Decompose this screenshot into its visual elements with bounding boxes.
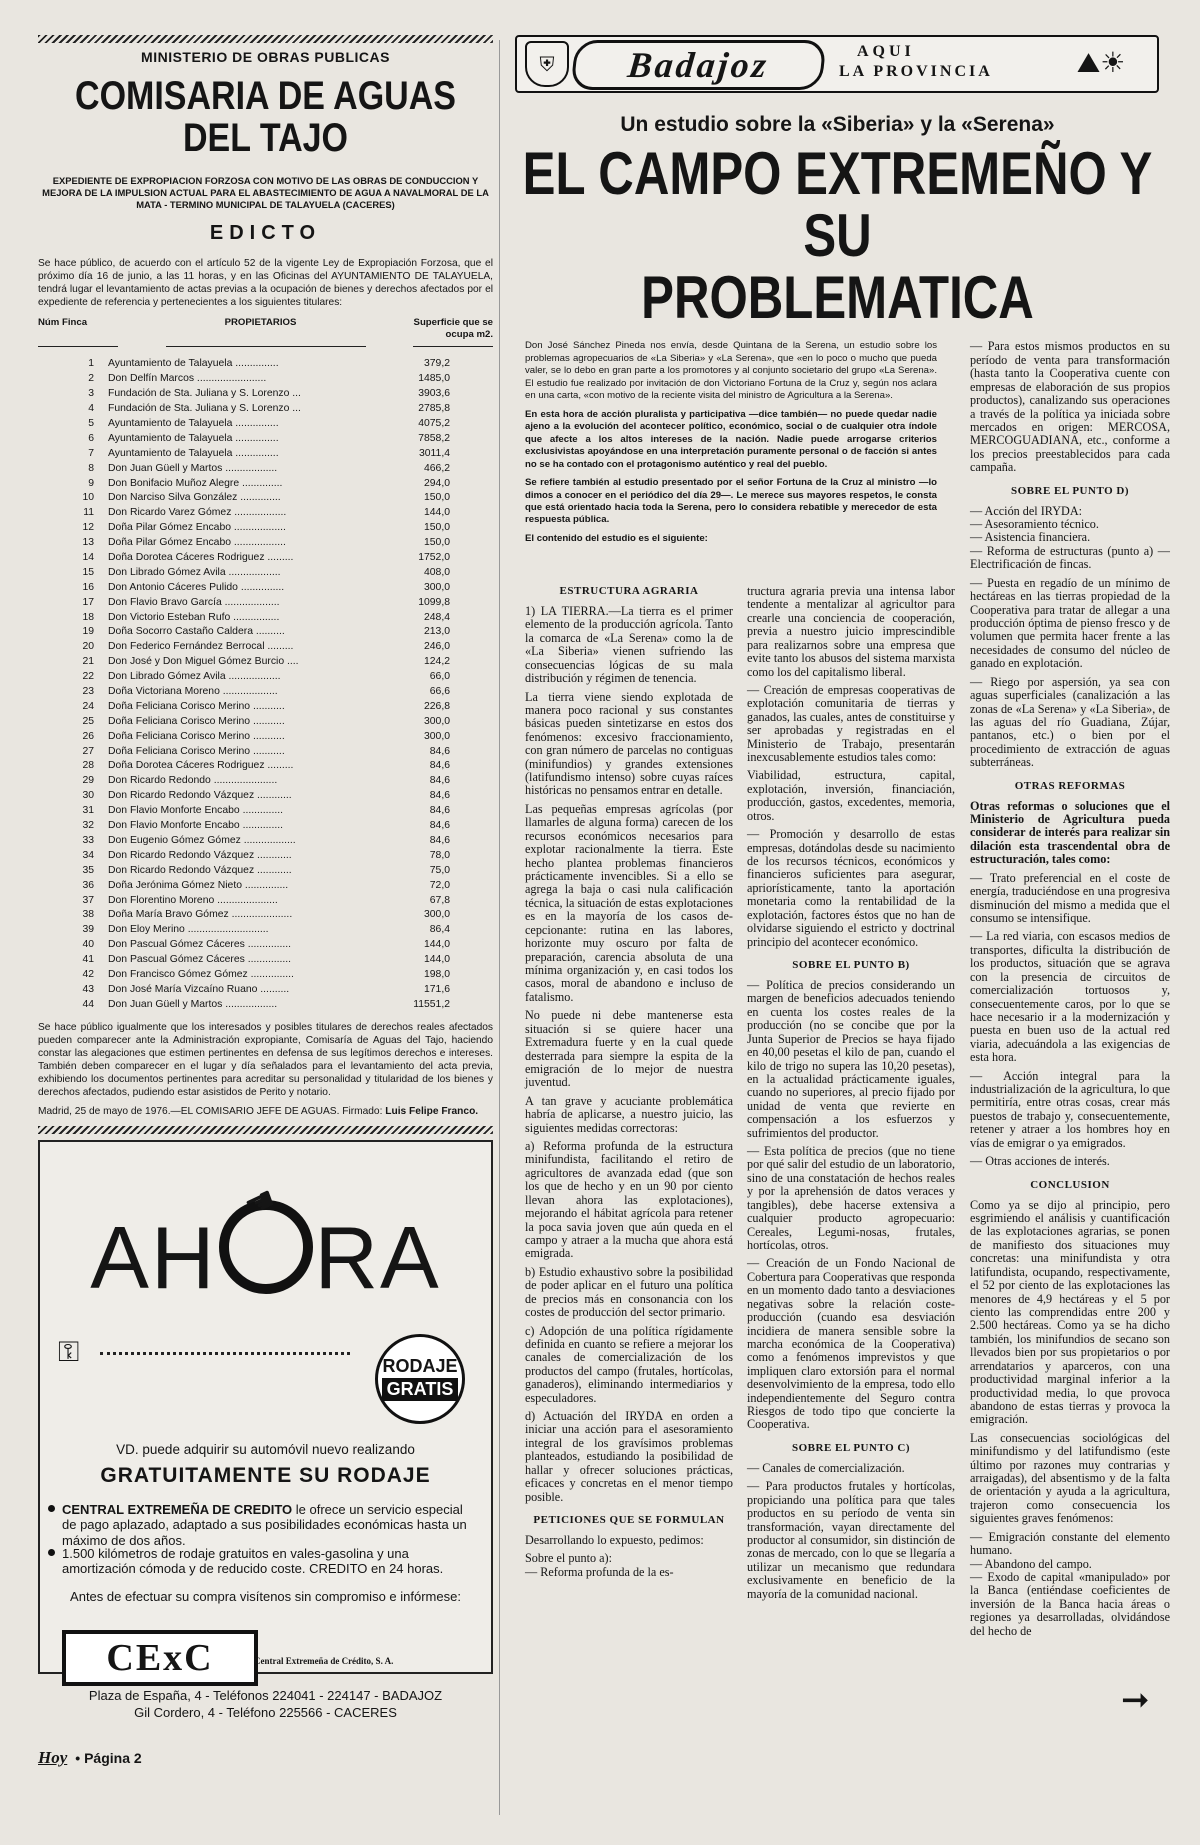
cexc-logo: CExC [62,1630,258,1686]
finca-number: 14 [82,552,94,564]
paragraph: — Puesta en regadío de un mínimo de hectáreas en las tierras propiedad de la Cooperativa para tratar de allegar a una producción óptima de pienso fresco y de volumen que permita hacer frente a las necesidades de consumo del núcleo de ganado en explotación. [970,575,1170,671]
article-column-3 [970,340,1170,1643]
bullet-icon [48,1505,55,1512]
paragraph: Viabilidad, estructura, capital, explotación, inversión, financiación, producción, gastos, excedentes, memoria, otros. [747,768,955,823]
paragraph: — Promoción y desarrollo de estas empresas, dotándolas desde su nacimiento de los recursos técnicos, económicos y financieros suficientes para asegurar, apriorísticamente, tanto la aportación monetaria como la rentabilidad de la explotación, factores éstos que no han de olvidarse siguiendo el estricto y doctrinal principio del acontecer económico. [747,827,955,949]
finca-number: 24 [82,700,94,712]
surface-area: 84,6 [429,834,450,846]
paragraph: — Creación de empresas cooperativas de explotación comunitaria de tierras y ganados, las cuales, antes de constituirse y ser aprobadas y registradas en el Ministerio de Trabajo, presentarán inexcusablemente estudios tales como: [747,682,955,765]
table-row [38,670,493,685]
paragraph: — Política de precios considerando un margen de beneficios adecuados teniendo en cuenta los costes reales de la producción (no se concibe que por la Junta Superior de Precios se haya fijado en 40,00 pesetas el kilo de pan, cuando el kilo de trigo no supera las 10,20 pesetas), en la actualidad prácticamente iguales, cuando no superiores, al precio fijado por unidad de venta que revierte en compensación a los esfuerzos y sufrimientos del productor. [747,977,955,1140]
finca-number: 12 [82,522,94,534]
table-row [38,477,493,492]
finca-number: 35 [82,864,94,876]
owner-name: Don Ricardo Redondo Vázquez ............ [108,790,292,802]
lead-paragraph-3: Se refiere también al estudio presentado por el señor Fortuna de la Cruz al ministro —lo dimos a conocer en el periódico del día 29—. Le merece sus mayores respetos, le consta que está orientado hacia toda la Serena, pero lo considera rebatible y merecedor de esta respuesta pública. [525,477,937,526]
finca-number: 23 [82,686,94,698]
surface-area: 144,0 [423,954,450,966]
table-header [38,317,493,340]
section-heading: ESTRUCTURA AGRARIA [559,585,699,597]
surface-area: 78,0 [429,849,450,861]
notice-signature [38,1105,493,1118]
owner-name: Don Francisco Gómez Gómez ............... [108,968,294,980]
headline-line-1: EL CAMPO EXTREMEÑO Y SU [522,140,1153,269]
surface-area: 84,6 [429,805,450,817]
paragraph: c) Adopción de una política rígidamente definida en cuanto se refiere a mejorar los canales de comercialización de los productos del campo (frutales, hortícolas, ganaderos), eliminando intermediarios y especuladores. [525,1323,733,1405]
edicto-heading: EDICTO [209,222,322,245]
paragraph: — Emigración constante del elemento humano. [970,1529,1170,1558]
paragraph: — Asesoramiento técnico. [970,517,1099,532]
owner-name: Don Eugenio Gómez Gómez .................. [108,834,296,846]
finca-number: 16 [82,581,94,593]
notice-title-line-1: COMISARIA DE AGUAS [75,74,456,118]
owner-name: Don José María Vizcaíno Ruano .......... [108,983,290,995]
paragraph: Como ya se dijo al principio, pero esgrimiendo el análisis y cuantificación de las explotaciones agrarias, se ponen de manifiesto dos situaciones muy concretas: una minifundista y otra latifundista, ocupando, respectivamente, el 52 por ciento de las explotaciones las menores de 4,9 hectáreas y el 5 por ciento las comprendidas entre 200 y 2.500 hectáreas. Como ya se ha dicho también, los minifundios de secano son llevados bien por sus propietarios o por arrendatarios y aparceros, con una productividad marginal inferior a la productividad media, lo que provoca abandono de estas tierras y provoca la emigración. [970,1197,1170,1427]
owner-name: Ayuntamiento de Talayuela ............... [108,358,279,370]
credit-advertisement [38,1140,493,1679]
owner-name: Doña Dorotea Cáceres Rodriguez ......... [108,552,294,564]
owner-name: Fundación de Sta. Juliana y S. Lorenzo ... [108,403,301,415]
finca-number: 22 [82,671,94,683]
table-row [38,521,493,536]
surface-area: 171,6 [423,983,450,995]
paragraph: — Exodo de capital «manipulado» por la Banca (entiéndase coeficientes de inversión de la Banca hacia áreas o regiones ya desarrolladas, olvidándose del hecho de [970,1569,1170,1638]
finca-number: 10 [82,492,94,504]
paragraph: — Trato preferencial en el coste de energía, traduciéndose en una progresiva disminución del mismo a medida que el consumo se intensifique. [970,870,1170,925]
ad-line-2: GRATUITAMENTE SU RODAJE [100,1463,431,1487]
paragraph: — Asistencia financiera. [970,530,1091,545]
article-column-1 [525,585,733,1584]
owner-name: Don Florentino Moreno ..................... [108,894,278,906]
surface-area: 198,0 [423,968,450,980]
owner-name: Doña Feliciana Corisco Merino ........... [108,700,285,712]
section-masthead [515,35,1159,93]
table-row [38,774,493,789]
finca-number: 4 [88,403,94,415]
surface-area: 3903,6 [418,388,450,400]
finca-number: 9 [88,477,94,489]
table-row [38,387,493,402]
table-row [38,894,493,909]
surface-area: 226,8 [423,700,450,712]
lead-paragraph-2: En esta hora de acción pluralista y participativa —dice también— no puede quedar nadie ajeno a la evolución del acontecer político, económico, social o de cualquier otra índole que afecte a los altos intereses de la nación. Nadie puede arrogarse criterios exclusivistas apoyándose en una interpretación puramente personal o de facción si antes no se ha contado con el protagonismo auténtico y real del pueblo. [525,408,937,470]
surface-area: 84,6 [429,745,450,757]
finca-number: 38 [82,909,94,921]
owner-name: Fundación de Sta. Juliana y S. Lorenzo ... [108,388,301,400]
table-row [38,923,493,938]
surface-area: 86,4 [429,924,450,936]
masthead-provincia: LA PROVINCIA [839,63,993,80]
table-row [38,357,493,372]
finca-number: 29 [82,775,94,787]
surface-area: 1752,0 [418,552,450,564]
table-row [38,417,493,432]
owner-name: Ayuntamiento de Talayuela ............... [108,432,279,444]
table-row [38,908,493,923]
paragraph: a) Reforma profunda de la estructura minifundista, facilitando el retiro de agricultores de avanzada edad (que son los que de hecho y en un 90 por ciento llevan ahora las explotaciones), mejorando el hábitat agrícola para retener la poca savia joven que aún queda en el campo y atraer a la mucha que ahora está emigrada. [525,1139,733,1261]
finca-number: 41 [82,954,94,966]
paragraph: b) Estudio exhaustivo sobre la posibilidad de poder aplicar en el futuro una política de precios más en consonancia con los costes de producción del sector primario. [525,1264,733,1320]
finca-number: 11 [83,507,94,519]
notice-title-line-2: DEL TAJO [182,116,348,160]
owner-name: Don Ricardo Redondo Vázquez ............ [108,864,292,876]
owners-table [38,357,493,1012]
paragraph: — Esta política de precios (que no tiene por qué salir del estudio de un laboratorio, sino de una constatación de hechos reales y por la aprehensión de datos veraces y tangibles), debe hacerse extensiva a cualquier producto agropecuario: Cereales, Legumi-nosas, frutales, hortícolas, otros. [747,1144,955,1252]
paragraph: — Riego por aspersión, ya sea con aguas superficiales (canalización a las zonas de «La Serena» y «La Siberia», de las aguas del río Guadiana, Zújar, pantanos, etc.) o bien por el procedimiento de extracción de aguas subterráneas. [970,674,1170,770]
ahora-logo-part-1: AH [90,1207,217,1307]
section-heading: CONCLUSION [1030,1178,1110,1191]
owner-name: Don Flavio Monforte Encabo .............. [108,805,283,817]
owner-name: Doña Dorotea Cáceres Rodriguez ......... [108,760,294,772]
finca-number: 31 [82,805,94,817]
finca-number: 37 [82,894,94,906]
table-row [38,879,493,894]
surface-area: 1099,8 [418,596,450,608]
owner-name: Doña Feliciana Corisco Merino ........... [108,745,285,757]
paragraph: Otras reformas o soluciones que el Ministerio de Agricultura pueda considerar de interés para realizar sin dilación esta trascendental obra de estructuración, tales como: [970,798,1170,867]
finca-number: 26 [82,730,94,742]
article-lead [525,340,937,551]
table-row [38,804,493,819]
owner-name: Don José y Don Miguel Gómez Burcio .... [108,656,299,668]
bullet-icon [48,1549,55,1556]
surface-area: 11551,2 [413,998,450,1010]
surface-area: 124,2 [423,656,450,668]
surface-area: 300,0 [423,715,450,727]
table-row [38,491,493,506]
owner-name: Doña Pilar Gómez Encabo .................. [108,537,286,549]
owner-name: Don Victorio Esteban Rufo ................ [108,611,280,623]
ad-addresses [38,1688,493,1722]
table-row [38,998,493,1013]
surface-area: 248,4 [423,611,450,623]
cexc-name: Central Extremeña de Crédito, S. A. [254,1655,394,1666]
table-row [38,715,493,730]
surface-area: 246,0 [423,641,450,653]
finca-number: 19 [82,626,94,638]
table-row [38,596,493,611]
table-row [38,536,493,551]
header-propietarios: PROPIETARIOS [224,317,297,329]
table-row [38,447,493,462]
section-heading: SOBRE EL PUNTO C) [791,1441,911,1454]
owner-name: Doña Feliciana Corisco Merino ........... [108,730,285,742]
owner-name: Don Eloy Merino ............................ [108,924,269,936]
owner-name: Don Pascual Gómez Cáceres ............... [108,939,292,951]
surface-area: 300,0 [423,581,450,593]
owner-name: Doña Feliciana Corisco Merino ........... [108,715,285,727]
paragraph: A tan grave y acuciante problemática habría de aplicarse, a nuestro juicio, las siguientes medidas correctoras: [525,1093,733,1135]
paragraph: Las consecuencias sociológicas del minifundismo y del latifundismo (este último por razones muy contrarias y arraigadas), del absentismo y de la falta de orientación y ayuda a la agricultura, trajeron como consecuencia los siguientes graves fenómenos: [970,1430,1170,1526]
finca-number: 43 [82,983,94,995]
ministry-heading: MINISTERIO DE OBRAS PUBLICAS [141,49,390,65]
finca-number: 44 [82,998,94,1010]
key-icon: ⚿ [58,1334,80,1368]
finca-number: 5 [88,418,94,429]
surface-area: 408,0 [423,566,450,578]
surface-area: 84,6 [429,760,450,772]
notice-title [72,75,459,159]
finca-number: 36 [82,879,94,891]
paragraph: — Creación de un Fondo Nacional de Cobertura para Cooperativas que responda en un momento dado tanto a desviaciones negativas sobre la relación coste-producción (cuando esa desviación incidiera de manera sensible sobre la marcha económica de la Cooperativa) como a fenómenos imprevistos y que impliquen claro extorsión para el normal desenvolvimiento de la empresa, todo ello independientemente del Seguro contra Riesgos de todo tipo que concierte la Cooperativa. [747,1256,955,1432]
finca-number: 6 [88,432,94,444]
owner-name: Don Narciso Silva González .............. [108,492,281,504]
notice-intro: Se hace público, de acuerdo con el artículo 52 de la vigente Ley de Expropiación Forzosa, que el próximo día 16 de junio, a las 11 horas, y en las Oficinas del AYUNTAMIENTO DE TALAYUELA, tendrá lugar el levantamiento de actas previas a la ocupación de bienes y derechos afectados por el expediente de referencia y pertenecientes a los siguientes titulares: [38,258,493,309]
surface-area: 466,2 [423,462,450,474]
ad-bullet-2 [62,1546,475,1577]
owner-name: Don Juan Güell y Martos .................. [108,462,278,474]
owner-name: Don Flavio Bravo García ................... [108,596,280,608]
rodaje-gratis-badge [375,1334,465,1424]
badge-line-1: RODAJE [382,1356,458,1377]
table-row [38,834,493,849]
ad-bullet-2-text: 1.500 kilómetros de rodaje gratuitos en vales-gasolina y una amortización cómoda y de reducido coste. CREDITO en 24 horas. [62,1545,444,1577]
table-row [38,462,493,477]
surface-area: 7858,2 [418,432,450,444]
table-row [38,983,493,998]
surface-area: 213,0 [423,626,450,638]
owner-name: Don Delfín Marcos ........................ [108,373,267,385]
owner-name: Don Federico Fernández Berrocal ......... [108,641,294,653]
surface-area: 4075,2 [418,418,450,429]
ad-bullet-1 [62,1502,475,1548]
table-row [38,864,493,879]
coat-of-arms-icon: ⛨ [525,41,569,87]
surface-area: 150,0 [423,492,450,504]
section-heading: OTRAS REFORMAS [1014,779,1126,792]
owner-name: Don Juan Güell y Martos .................. [108,998,278,1010]
owner-name: Doña Pilar Gómez Encabo .................. [108,522,286,534]
owner-name: Don Bonifacio Muñoz Alegre .............. [108,477,283,489]
table-row [38,700,493,715]
paragraph: — Reforma de estructuras (punto a) — Electrificación de fincas. [970,543,1170,572]
finca-number: 13 [82,537,94,549]
owner-name: Don Ricardo Varez Gómez .................. [108,507,287,519]
table-row [38,566,493,581]
table-row [38,849,493,864]
paragraph: — Para estos mismos productos en su período de venta para transformación (hasta tanto la Cooperativa cuente con empresas de elaboración de sus propios productos), canalizando sus operaciones a través de la política ya iniciada sobre mercados en origen: MERCOSA, MERCOGUADIANA, etc., conforme a los precios preestablecidos para cada campaña. [970,339,1170,475]
chain-graphic [100,1352,350,1379]
surface-area: 66,6 [429,686,450,698]
paragraph: — Reforma profunda de la es- [525,1564,674,1579]
newspaper-logo: Hoy [38,1747,68,1767]
finca-number: 27 [82,745,94,757]
signature-place-date: Madrid, 25 de mayo de 1976.—EL COMISARIO JEFE DE AGUAS. Firmado: [38,1105,383,1117]
surface-area: 300,0 [423,909,450,921]
masthead-aqui: AQUI [857,43,915,60]
surface-area: 72,0 [429,879,450,891]
finca-number: 42 [82,968,94,980]
ad-bullet-1-text: le ofrece un servicio especial de pago aplazado, adaptado a sus posibilidades económicas hasta un máximo de dos años. [62,1501,467,1548]
ad-line-1: VD. puede adquirir su automóvil nuevo realizando [116,1441,415,1457]
paragraph: d) Actuación del IRYDA en orden a iniciar una acción para el asesoramiento integral de los gravísimos problemas planteados, estudiando la posibilidad de hallar y ofrecer soluciones prácticas, eficaces y concretas en el menor tiempo posible. [525,1409,733,1504]
column-divider [499,40,500,1815]
table-row [38,745,493,760]
finca-number: 28 [82,760,94,772]
badge-line-2: GRATIS [382,1378,458,1401]
table-row [38,551,493,566]
article-kicker: Un estudio sobre la «Siberia» y la «Serena» [620,113,1055,136]
surface-area: 2785,8 [418,403,450,415]
signature-name: Luis Felipe Franco. [385,1105,479,1117]
finca-number: 30 [82,790,94,802]
finca-number: 17 [82,596,94,608]
finca-number: 1 [88,358,94,370]
hand-with-key-icon: ☚ [237,1178,283,1228]
table-row [38,953,493,968]
notice-closing: Se hace público igualmente que los interesados y posibles titulares de derechos reales afectados pueden comparecer ante la Administración expropiante, Comisaría de Aguas del Tajo, haciendo constar las alegaciones que estimen pertinentes en defensa de sus legítimos derechos e intereses. También deben comparecer en el lugar y día señalados para el levantamiento del acta previa, exhibiendo los documentos pertinentes para acreditar su personalidad y titularidad de los bienes y derechos afectados, pudiendo estar asistidos de Perito y notario. [38,1021,493,1098]
table-row [38,759,493,774]
ahora-logo-part-2: RA [314,1207,441,1307]
surface-area: 300,0 [423,730,450,742]
paragraph: La tierra viene siendo explotada de manera poco racional y sus constantes básicas pueden sintetizarse en estos dos fenómenos: excesivo fraccionamiento, con gran número de parcelas no contiguas (minifundios) y grandes extensiones (latifundismo intenso) sobre cuyas raíces históricas no pensamos entrar en detalle. [525,689,733,798]
paragraph: — Otras acciones de interés. [970,1154,1110,1169]
ad-address-1: Plaza de España, 4 - Teléfonos 224041 - 224147 - BADAJOZ [88,1687,443,1703]
table-row [38,432,493,447]
surface-area: 379,2 [423,358,450,370]
owner-name: Doña Socorro Castaño Caldera .......... [108,626,285,638]
article-column-2 [747,585,955,1606]
surface-area: 1485,0 [418,373,450,385]
finca-number: 15 [82,566,94,578]
ad-address-2: Gil Cordero, 4 - Teléfono 225566 - CACERES [134,1704,397,1720]
table-row [38,789,493,804]
finca-number: 3 [88,388,94,400]
ad-visit-line: Antes de efectuar su compra visítenos sin compromiso e infórmese: [70,1588,461,1604]
lead-paragraph-1: Don José Sánchez Pineda nos envía, desde Quintana de la Serena, un estudio sobre los problemas agropecuarios de «La Siberia» y «La Serena», que «en lo poco o mucho que pueda valer, se lo debo en gran parte a los promotores y al conjunto societario del grupo «La Serena». El estudio fue realizado por invitación de don Victoriano Fortuna de la Cruz y, según nos aclara en una carta, «con motivo de la reciente visita del ministro de Agricultura a la Serena». [525,340,937,402]
owner-name: Don Ricardo Redondo Vázquez ............ [108,849,292,861]
table-row [38,640,493,655]
surface-area: 84,6 [429,775,450,787]
finca-number: 2 [88,373,94,385]
surface-area: 75,0 [429,864,450,876]
table-row [38,938,493,953]
owner-name: Don Antonio Cáceres Pulido ............... [108,581,285,593]
table-row [38,506,493,521]
owner-name: Don Pascual Gómez Cáceres ............... [108,954,292,966]
article-column [505,35,1170,1720]
masthead-city: Badajoz [570,40,826,90]
table-row [38,611,493,626]
table-row [38,819,493,834]
finca-number: 25 [82,715,94,727]
expediente-text: EXPEDIENTE DE EXPROPIACION FORZOSA CON MOTIVO DE LAS OBRAS DE CONDUCCION Y MEJORA DE LA IMPULSION ACTUAL PARA EL ABASTECIMIENTO DE AGUA A NAVALMORAL DE LA MATA - TERMINO MUNICIPAL DE TALAYUELA (CACERES) [42,175,489,210]
surface-area: 3011,4 [418,447,450,459]
table-row [38,372,493,387]
article-headline [516,140,1160,331]
zigzag-divider [38,35,493,43]
page-footer [38,1748,493,1768]
continue-arrow-icon: ➞ [1121,1680,1150,1720]
section-heading: SOBRE EL PUNTO B) [792,958,910,971]
owner-name: Doña Victoriana Moreno ................... [108,686,278,698]
table-row [38,581,493,596]
header-finca: Núm Finca [38,317,88,329]
paragraph: No puede ni debe mantenerse esta situación si se quiere hacer una Extremadura fuerte y en la cual quede desterrada para siempre la espita de la emigración de lo mejor de nuestra juventud. [525,1008,733,1090]
landscape-illustration-icon: ⛰☀ [1076,46,1126,79]
paragraph: — La red viaria, con escasos medios de transportes, dificulta la distribución de los productos, situación que se agrava con la presencia de circuitos de comercialización tortuosos y, consecuentemente caros, por lo que se hace necesario ir a la modernización y puesta en buen uso de la actual red viaria, adecuándola a las exigencias de esta hora. [970,929,1170,1065]
notice-column [38,35,493,1768]
owner-name: Doña María Bravo Gómez ..................... [108,909,293,921]
owner-name: Don Flavio Monforte Encabo .............. [108,820,283,832]
table-row [38,730,493,745]
paragraph: — Para productos frutales y hortícolas, propiciando una política para que tales productos en su período de venta sin transformación, vayan directamente del productor al consumidor, sin distinción de zonas de mercado, con lo que se llegaría a utilizar un mecanismo que redundara exclusivamente en beneficio de la mayoría de la comunidad nacional. [747,1479,955,1601]
surface-area: 150,0 [423,522,450,534]
finca-number: 7 [88,447,94,459]
surface-area: 144,0 [423,939,450,951]
owner-name: Doña Jerónima Gómez Nieto ............... [108,879,289,891]
owner-name: Don Librado Gómez Avila .................. [108,566,281,578]
surface-area: 66,0 [429,671,450,683]
owner-name: Don Librado Gómez Avila .................. [108,671,281,683]
headline-line-2: PROBLEMATICA [641,263,1034,331]
surface-area: 67,8 [429,894,450,906]
finca-number: 20 [82,641,94,653]
ad-bullet-1-strong: CENTRAL EXTREMEÑA DE CREDITO [62,1501,293,1517]
surface-area: 294,0 [423,477,450,489]
owner-name: Don Ricardo Redondo ...................... [108,775,278,787]
paragraph: Desarrollando lo expuesto, pedimos: [525,1533,704,1547]
finca-number: 33 [82,834,94,846]
finca-number: 40 [82,939,94,951]
table-row [38,625,493,640]
section-heading: SOBRE EL PUNTO D) [1010,484,1130,497]
table-row [38,655,493,670]
surface-area: 150,0 [423,537,450,549]
finca-number: 8 [88,462,94,474]
page-number: • Página 2 [75,1749,142,1766]
paragraph: tructura agraria previa una intensa labor tendente a mentalizar al agricultor para crearle una conciencia de cooperación, previa a nuestro juicio imprescindible para realizarnos sobre una empresa que evite tanto los abusos del sistema marxista como los del capitalismo liberal. [747,584,955,679]
table-row [38,685,493,700]
paragraph: — Acción del IRYDA: [970,503,1083,518]
table-row [38,968,493,983]
owner-name: Ayuntamiento de Talayuela ............... [108,447,279,459]
paragraph: Las pequeñas empresas agrícolas (por llamarles de alguna forma) carecen de los recursos económicos necesarios para explotar racionalmente la tierra. Este hecho plantea problemas financieros prácticamente invencibles. Si a ello se agrega la baja o casi nula calificación técnica, la situación de estas explotaciones es en la mayoría de los casos de-cepcionante: rutina en las labores, horizonte muy oscuro por falta de preparación, carencia absoluta de una mínima organización y, en casi todos los casos, moral de abandono e incluso de fatalismo. [525,801,733,1004]
lead-paragraph-4: El contenido del estudio es el siguiente: [525,532,708,544]
zigzag-divider-2 [38,1126,493,1134]
section-heading: PETICIONES QUE SE FORMULAN [533,1514,725,1526]
surface-area: 84,6 [429,790,450,802]
paragraph: 1) LA TIERRA.—La tierra es el primer elemento de la producción agrícola. Tanto la comarca de «La Serena» como la de «La Siberia» vienen sufriendo las consecuencias lógicas de su mala distribución y régimen de tenencia. [525,604,733,686]
finca-number: 34 [82,849,94,861]
paragraph: — Acción integral para la industrialización de la agricultura, lo que permitiría, entre otras cosas, crear más puestos de trabajo y, consecuentemente, retener y atraer a los hombres hoy en vías de emigrar o ya emigrados. [970,1068,1170,1150]
surface-area: 84,6 [429,820,450,832]
header-superficie: Superficie que se ocupa m2. [413,317,493,340]
finca-number: 32 [82,820,94,832]
paragraph: — Canales de comercialización. [747,1460,905,1475]
finca-number: 21 [82,656,94,668]
paragraph: Sobre el punto a): [525,1551,612,1566]
finca-number: 39 [82,924,94,936]
finca-number: 18 [82,611,94,623]
owner-name: Ayuntamiento de Talayuela ............... [108,418,279,429]
table-row [38,402,493,417]
surface-area: 144,0 [423,507,450,519]
paragraph: — Abandono del campo. [970,1556,1092,1571]
table-header-rules [38,346,493,347]
